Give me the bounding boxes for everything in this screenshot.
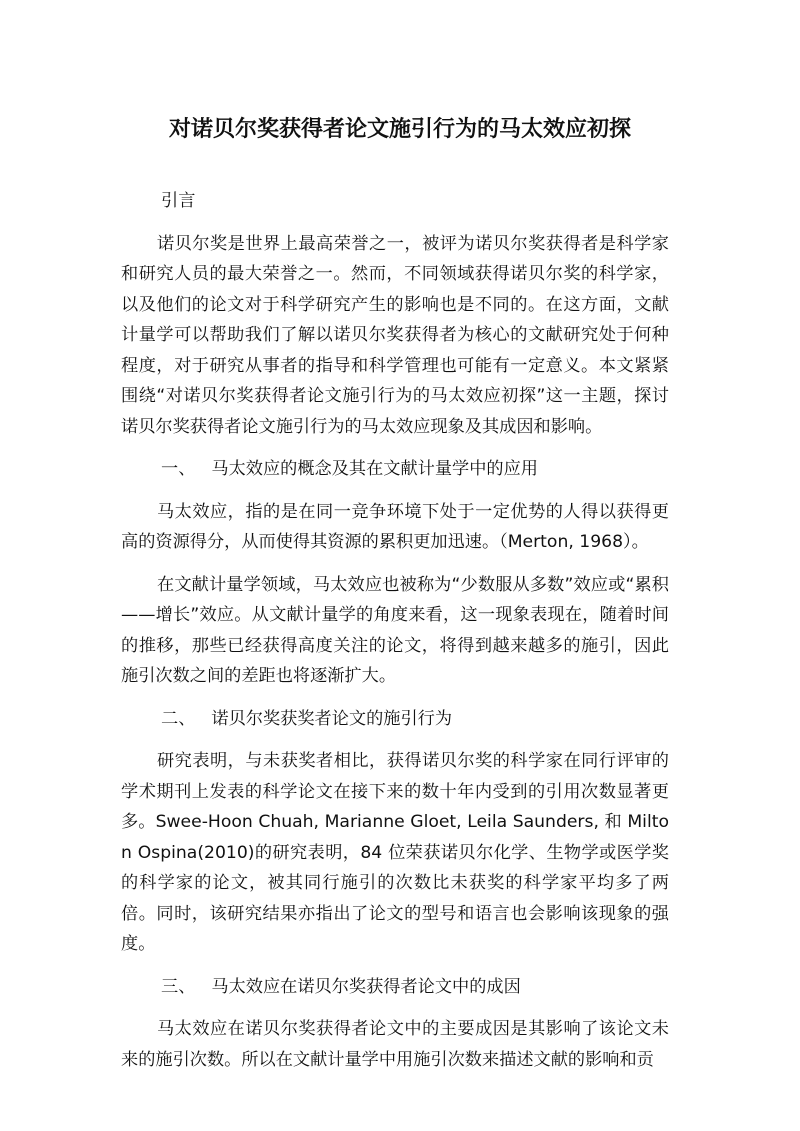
paragraph: 在文献计量学领域，马太效应也被称为“少数服从多数”效应或“累积——增长”效应。从文献计量学的角度来看，这一现象表现在，随着时间的推移，那些已经获得高度关注的论文，将得到越来越多的施引，因此施引次数之间的差距也将逐渐扩大。 bbox=[121, 574, 669, 686]
section-number: 一、 bbox=[161, 459, 196, 479]
paragraph: 研究表明，与未获奖者相比，获得诺贝尔奖的科学家在同行评审的学术期刊上发表的科学论文在接下来的数十年内受到的引用次数显著更多。Swee-Hoon Chuah, Marianne Gloet, Leila Saunders, 和 Milton Ospina(2010)的研究表明，84 位荣获诺贝尔化学、生物学或医学奖的科学家的论文，被其同行施引的次数比未获奖的科学家平均多了两倍。同时，该研究结果亦指出了论文的型号和语言也会影响该现象的强度。 bbox=[121, 751, 669, 954]
section-heading-text: 引言 bbox=[161, 191, 196, 211]
document-title: 对诺贝尔奖获得者论文施引行为的马太效应初探 bbox=[168, 117, 631, 142]
section-heading-text: 马太效应的概念及其在文献计量学中的应用 bbox=[211, 459, 538, 479]
paragraph: 马太效应在诺贝尔奖获得者论文中的主要成因是其影响了该论文未来的施引次数。所以在文献计量学中用施引次数来描述文献的影响和贡 bbox=[121, 1019, 669, 1070]
section-heading-text: 诺贝尔奖获奖者论文的施引行为 bbox=[211, 708, 453, 729]
section-heading-2 bbox=[121, 704, 669, 735]
document-body bbox=[121, 186, 669, 1087]
section-number: 三、 bbox=[161, 976, 196, 997]
section-number: 二、 bbox=[161, 708, 196, 729]
section-heading-3 bbox=[121, 972, 669, 1003]
paragraph: 诺贝尔奖是世界上最高荣誉之一，被评为诺贝尔奖获得者是科学家和研究人员的最大荣誉之一。然而，不同领域获得诺贝尔奖的科学家，以及他们的论文对于科学研究产生的影响也是不同的。在这方面，文献计量学可以帮助我们了解以诺贝尔奖获得者为核心的文献研究处于何种程度，对于研究从事者的指导和科学管理也可能有一定意义。本文紧紧围绕“对诺贝尔奖获得者论文施引行为的马太效应初探”这一主题，探讨诺贝尔奖获得者论文施引行为的马太效应现象及其成因和影响。 bbox=[121, 233, 669, 437]
section-heading-1 bbox=[121, 454, 669, 485]
section-heading-text: 马太效应在诺贝尔奖获得者论文中的成因 bbox=[211, 976, 521, 997]
section-heading-intro bbox=[121, 186, 669, 217]
paragraph: 马太效应，指的是在同一竞争环境下处于一定优势的人得以获得更高的资源得分，从而使得其资源的累积更加迅速。（Merton, 1968）。 bbox=[121, 501, 669, 552]
